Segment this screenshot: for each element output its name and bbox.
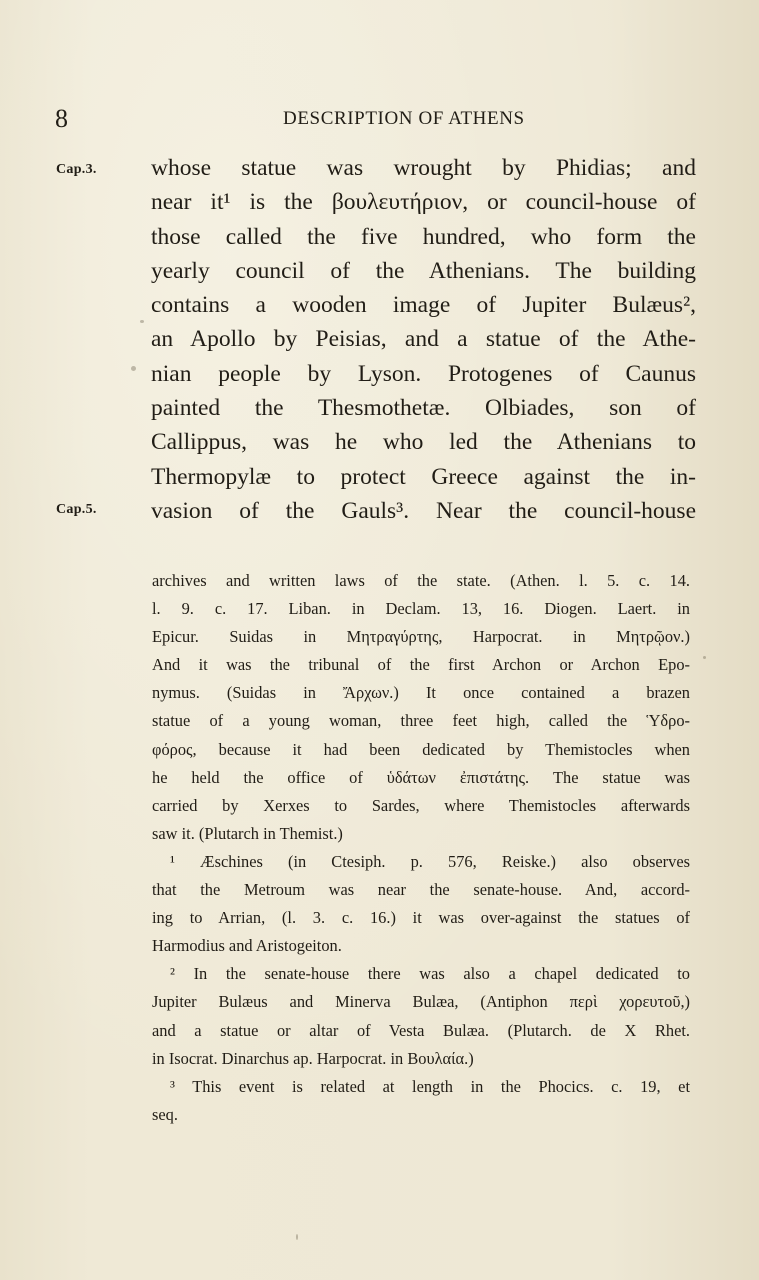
footnote-line: Epicur. Suidas in Μητραγύρτης, Harpocrat. in Μητρῷον.) [152,627,690,647]
footnotes [152,567,690,1129]
footnote-line: Jupiter Bulæus and Minerva Bulæa, (Antiphon περὶ χορευτοῦ,) [152,992,690,1012]
page-number: 8 [55,104,68,133]
footnote-line: carried by Xerxes to Sardes, where Themistocles afterwards [152,795,690,815]
main-text-line: whose statue was wrought by Phidias; and [151,155,696,181]
footnote-line: Harmodius and Aristogeiton. [152,936,342,956]
footnote-line: nymus. (Suidas in Ἄρχων.) It once contained a brazen [152,683,690,703]
footnote-line: l. 9. c. 17. Liban. in Declam. 13, 16. Diogen. Laert. in [152,599,690,619]
footnote-line: seq. [152,1104,178,1124]
main-text-line: contains a wooden image of Jupiter Bulæus², [151,292,696,319]
main-text-line: painted the Thesmothetæ. Olbiades, son of [151,395,696,422]
ink-speck [703,656,706,659]
ink-speck [140,320,144,323]
footnote-line: he held the office of ὑδάτων ἐπιστάτης. The statue was [152,767,690,787]
ink-speck [296,1234,298,1240]
footnote-line: that the Metroum was near the senate-house. And, accord- [152,880,690,900]
footnote-line: ing to Arrian, (l. 3. c. 16.) it was over-against the statues of [152,908,690,928]
footnote-line: statue of a young woman, three feet high, called the Ὑδρο- [152,711,690,731]
running-title: DESCRIPTION OF ATHENS [283,108,525,129]
footnote-line: saw it. (Plutarch in Themist.) [152,823,343,843]
main-text-line: Thermopylæ to protect Greece against the in- [151,463,696,490]
margin-note-cap-3: Cap.3. [56,162,97,177]
footnote-line: in Isocrat. Dinarchus ap. Harpocrat. in Βουλαία.) [152,1048,474,1068]
footnote-line: ² In the senate-house there was also a chapel dedicated to [170,964,690,984]
footnote-line: And it was the tribunal of the first Archon or Archon Epo- [152,655,690,675]
main-text-line: Callippus, was he who led the Athenians to [151,429,696,456]
main-text-line: vasion of the Gauls³. Near the council-house [151,497,696,524]
ink-speck [131,366,136,371]
footnote-line: and a statue or altar of Vesta Bulæa. (Plutarch. de X Rhet. [152,1020,690,1040]
footnote-line: ¹ Æschines (in Ctesiph. p. 576, Reiske.) also observes [170,851,690,871]
main-text-line: yearly council of the Athenians. The building [151,257,696,284]
footnote-line: ³ This event is related at length in the Phocics. c. 19, et [170,1076,690,1096]
footnote-line: φόρος, because it had been dedicated by Themistocles when [152,739,690,759]
page-header [0,104,759,134]
footnote-line: archives and written laws of the state. (Athen. l. 5. c. 14. [152,571,690,590]
main-text-line: an Apollo by Peisias, and a statue of the Athe- [151,326,696,353]
margin-note-cap-5: Cap.5. [56,502,97,517]
main-text [151,151,696,528]
main-text-line: nian people by Lyson. Protogenes of Caunus [151,360,696,387]
main-text-line: near it¹ is the βουλευτήριον, or council-house of [151,189,696,216]
main-text-line: those called the five hundred, who form the [151,223,696,250]
